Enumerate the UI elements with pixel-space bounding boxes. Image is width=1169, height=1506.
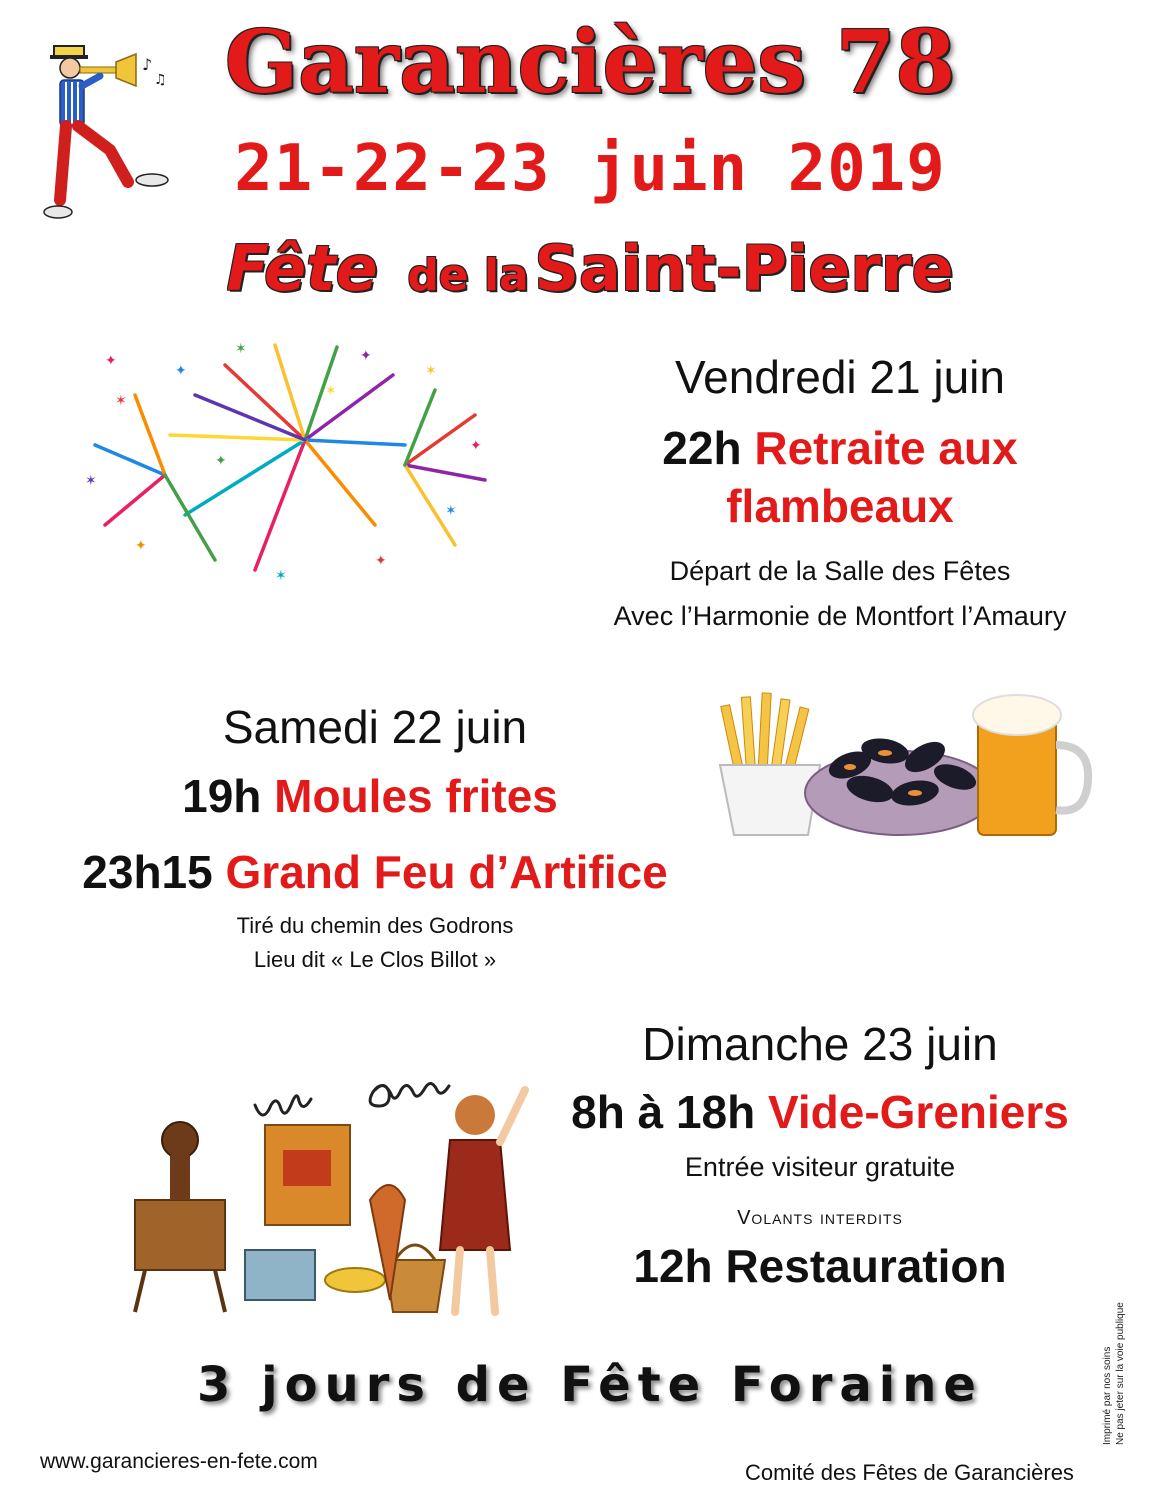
sunday-detail1: Entrée visiteur gratuite (684, 1152, 956, 1182)
svg-text:✦: ✦ (215, 453, 227, 469)
sunday-event1-label: Vide-Greniers (768, 1086, 1069, 1138)
sunday-event2-label: Restauration (725, 1240, 1007, 1292)
website-link[interactable]: www.garancieres-en-fete.com (40, 1450, 318, 1473)
svg-text:✦: ✦ (135, 538, 147, 554)
saturday-event1-label: Moules frites (274, 770, 558, 822)
print-notice-line1: Imprimé par nos soins (1102, 1346, 1113, 1445)
svg-text:✶: ✶ (425, 363, 437, 379)
fete-subtitle (120, 232, 1060, 305)
fireworks-illustration (75, 335, 500, 585)
sunday-event2 (560, 1238, 1080, 1296)
svg-text:✶: ✶ (85, 473, 97, 489)
print-notice-line2: Ne pas jeter sur la voie publique (1115, 1302, 1126, 1445)
saturday-detail1: Tiré du chemin des Godrons (236, 913, 514, 938)
friday-event (560, 420, 1120, 535)
friday-detail1: Départ de la Salle des Fêtes (669, 556, 1011, 586)
svg-text:✦: ✦ (175, 363, 187, 379)
event-dates: 21-22-23 juin 2019 (234, 132, 946, 206)
fete-word: Fête (226, 232, 378, 305)
sunday-time2: 12h (633, 1240, 713, 1292)
friday-detail2: Avec l’Harmonie de Montfort l’Amaury (613, 601, 1067, 631)
svg-text:✦: ✦ (360, 348, 372, 364)
friday-event-line2: flambeaux (726, 479, 954, 532)
saturday-time1: 19h (182, 770, 262, 822)
saturday-event2-label: Grand Feu d’Artifice (225, 846, 668, 898)
friday-event-line1: Retraite aux (754, 422, 1018, 474)
sunday-event1 (540, 1084, 1100, 1142)
saturday-event1 (100, 768, 640, 826)
saturday-day: Samedi 22 juin (222, 701, 528, 753)
vide-grenier-illustration (115, 1050, 545, 1320)
svg-text:✶: ✶ (325, 383, 337, 399)
svg-text:✦: ✦ (105, 353, 117, 369)
svg-text:✦: ✦ (375, 553, 387, 569)
saturday-time2: 23h15 (82, 846, 213, 898)
mussels-fries-beer-illustration (710, 685, 1095, 855)
svg-text:♫: ♫ (154, 72, 167, 88)
svg-text:✶: ✶ (235, 341, 247, 357)
svg-text:♪: ♪ (142, 55, 153, 74)
friday-day: Vendredi 21 juin (675, 351, 1005, 403)
saturday-event2 (30, 844, 720, 902)
sunday-day: Dimanche 23 juin (642, 1018, 998, 1070)
friday-time: 22h (662, 422, 742, 474)
svg-text:✶: ✶ (115, 393, 127, 409)
fete-foraine-banner: 3 jours de Fête Foraine (197, 1357, 983, 1413)
svg-text:✶: ✶ (445, 503, 457, 519)
svg-text:✦: ✦ (470, 438, 482, 454)
print-notice (1101, 1275, 1139, 1445)
page-title: Garancières 78 (224, 12, 956, 113)
fete-mid: de la (407, 250, 529, 301)
svg-text:✶: ✶ (275, 568, 287, 584)
fete-end: Saint-Pierre (534, 232, 954, 305)
sunday-time1: 8h à 18h (571, 1086, 756, 1138)
sunday-detail2: Volants interdits (737, 1207, 903, 1229)
organizer-name: Comité des Fêtes de Garancières (745, 1460, 1074, 1485)
saturday-detail2: Lieu dit « Le Clos Billot » (253, 947, 497, 972)
